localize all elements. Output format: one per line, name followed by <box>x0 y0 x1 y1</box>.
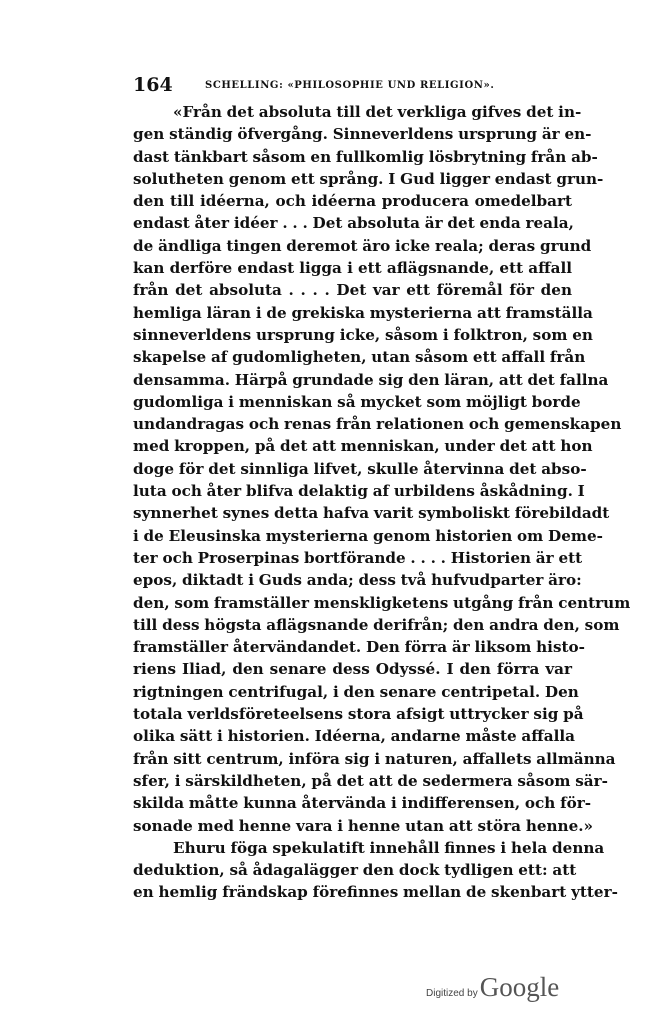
text-line: en hemlig frändskap förefinnes mellan de skenbart ytter- <box>133 883 618 902</box>
text-line: från sitt centrum, införa sig i naturen, affallets allmänna <box>133 749 616 768</box>
text-line: densamma. Härpå grundade sig den läran, att det fallna <box>133 370 609 389</box>
text-line: olika sätt i historien. Idéerna, andarne måste affalla <box>133 727 575 746</box>
text-line: «Från det absoluta till det verkliga gifves det in- <box>173 103 582 121</box>
text-line: sonade med henne vara i henne utan att störa henne.» <box>133 816 594 835</box>
text-line: sinneverldens ursprung icke, såsom i folktron, som en <box>133 325 593 344</box>
text-line: framställer återvändandet. Den förra är liksom histo- <box>133 638 585 657</box>
text-line: endast åter idéer . . . Det absoluta är det enda reala, <box>133 214 574 233</box>
text-line: sfer, i särskildheten, på det att de sedermera såsom sär- <box>133 771 608 790</box>
text-line: synnerhet synes detta hafva varit symboliskt förebildadt <box>133 504 610 523</box>
text-line: rigtningen centrifugal, i den senare centripetal. Den <box>133 682 579 701</box>
text-line: luta och åter blifva delaktig af urbildens åskådning. I <box>133 482 585 501</box>
digitized-by-label: Digitized by <box>426 988 478 999</box>
text-line: Ehuru föga spekulatift innehåll finnes i hela denna <box>173 838 605 857</box>
body-text <box>133 101 631 904</box>
text-line: ter och Proserpinas bortförande . . . . Historien är ett <box>133 548 583 567</box>
digitized-by-google-watermark <box>426 972 559 1003</box>
text-line: skilda måtte kunna återvända i indifferensen, och för- <box>133 794 592 813</box>
google-logo: Google <box>479 972 560 1002</box>
text-line: gen ständig öfvergång. Sinneverldens ursprung är en- <box>133 125 592 144</box>
text-line: epos, diktadt i Guds anda; dess två hufvudparter äro: <box>133 571 582 590</box>
text-line: totala verldsföreteelsens stora afsigt uttrycker sig på <box>133 705 584 724</box>
text-line: till dess högsta aflägsnande derifrån; den andra den, som <box>133 615 620 634</box>
text-line: kan derföre endast ligga i ett aflägsnande, ett affall <box>133 259 572 278</box>
running-title: SCHELLING: «PHILOSOPHIE UND RELIGION». <box>205 80 495 91</box>
text-line: undandragas och renas från relationen och gemenskapen <box>133 415 622 434</box>
text-line: hemliga läran i de grekiska mysterierna att framställa <box>133 303 593 322</box>
text-line: skapelse af gudomligheten, utan såsom ett affall från <box>133 348 586 367</box>
text-line: de ändliga tingen deremot äro icke reala; deras grund <box>133 236 592 255</box>
page-number: 164 <box>133 74 173 96</box>
text-line: med kroppen, på det att menniskan, under det att hon <box>133 437 593 456</box>
text-line: solutheten genom ett språng. I Gud ligger endast grun- <box>133 169 604 188</box>
text-line: riens Iliad, den senare dess Odyssé. I den förra var <box>133 660 572 679</box>
text-line: från det absoluta . . . . Det var ett föremål för den <box>133 281 572 300</box>
text-line: doge för det sinnliga lifvet, skulle återvinna det abso- <box>133 459 587 478</box>
text-line: i de Eleusinska mysterierna genom historien om Deme- <box>133 526 603 545</box>
text-line: gudomliga i menniskan så mycket som möjligt borde <box>133 392 581 411</box>
text-line: deduktion, så ådagalägger den dock tydligen ett: att <box>133 861 577 880</box>
text-line: dast tänkbart såsom en fullkomlig lösbrytning från ab- <box>133 147 598 166</box>
text-line: den, som framställer menskligketens utgång från centrum <box>133 593 631 612</box>
text-line: den till idéerna, och idéerna producera omedelbart <box>133 192 572 211</box>
